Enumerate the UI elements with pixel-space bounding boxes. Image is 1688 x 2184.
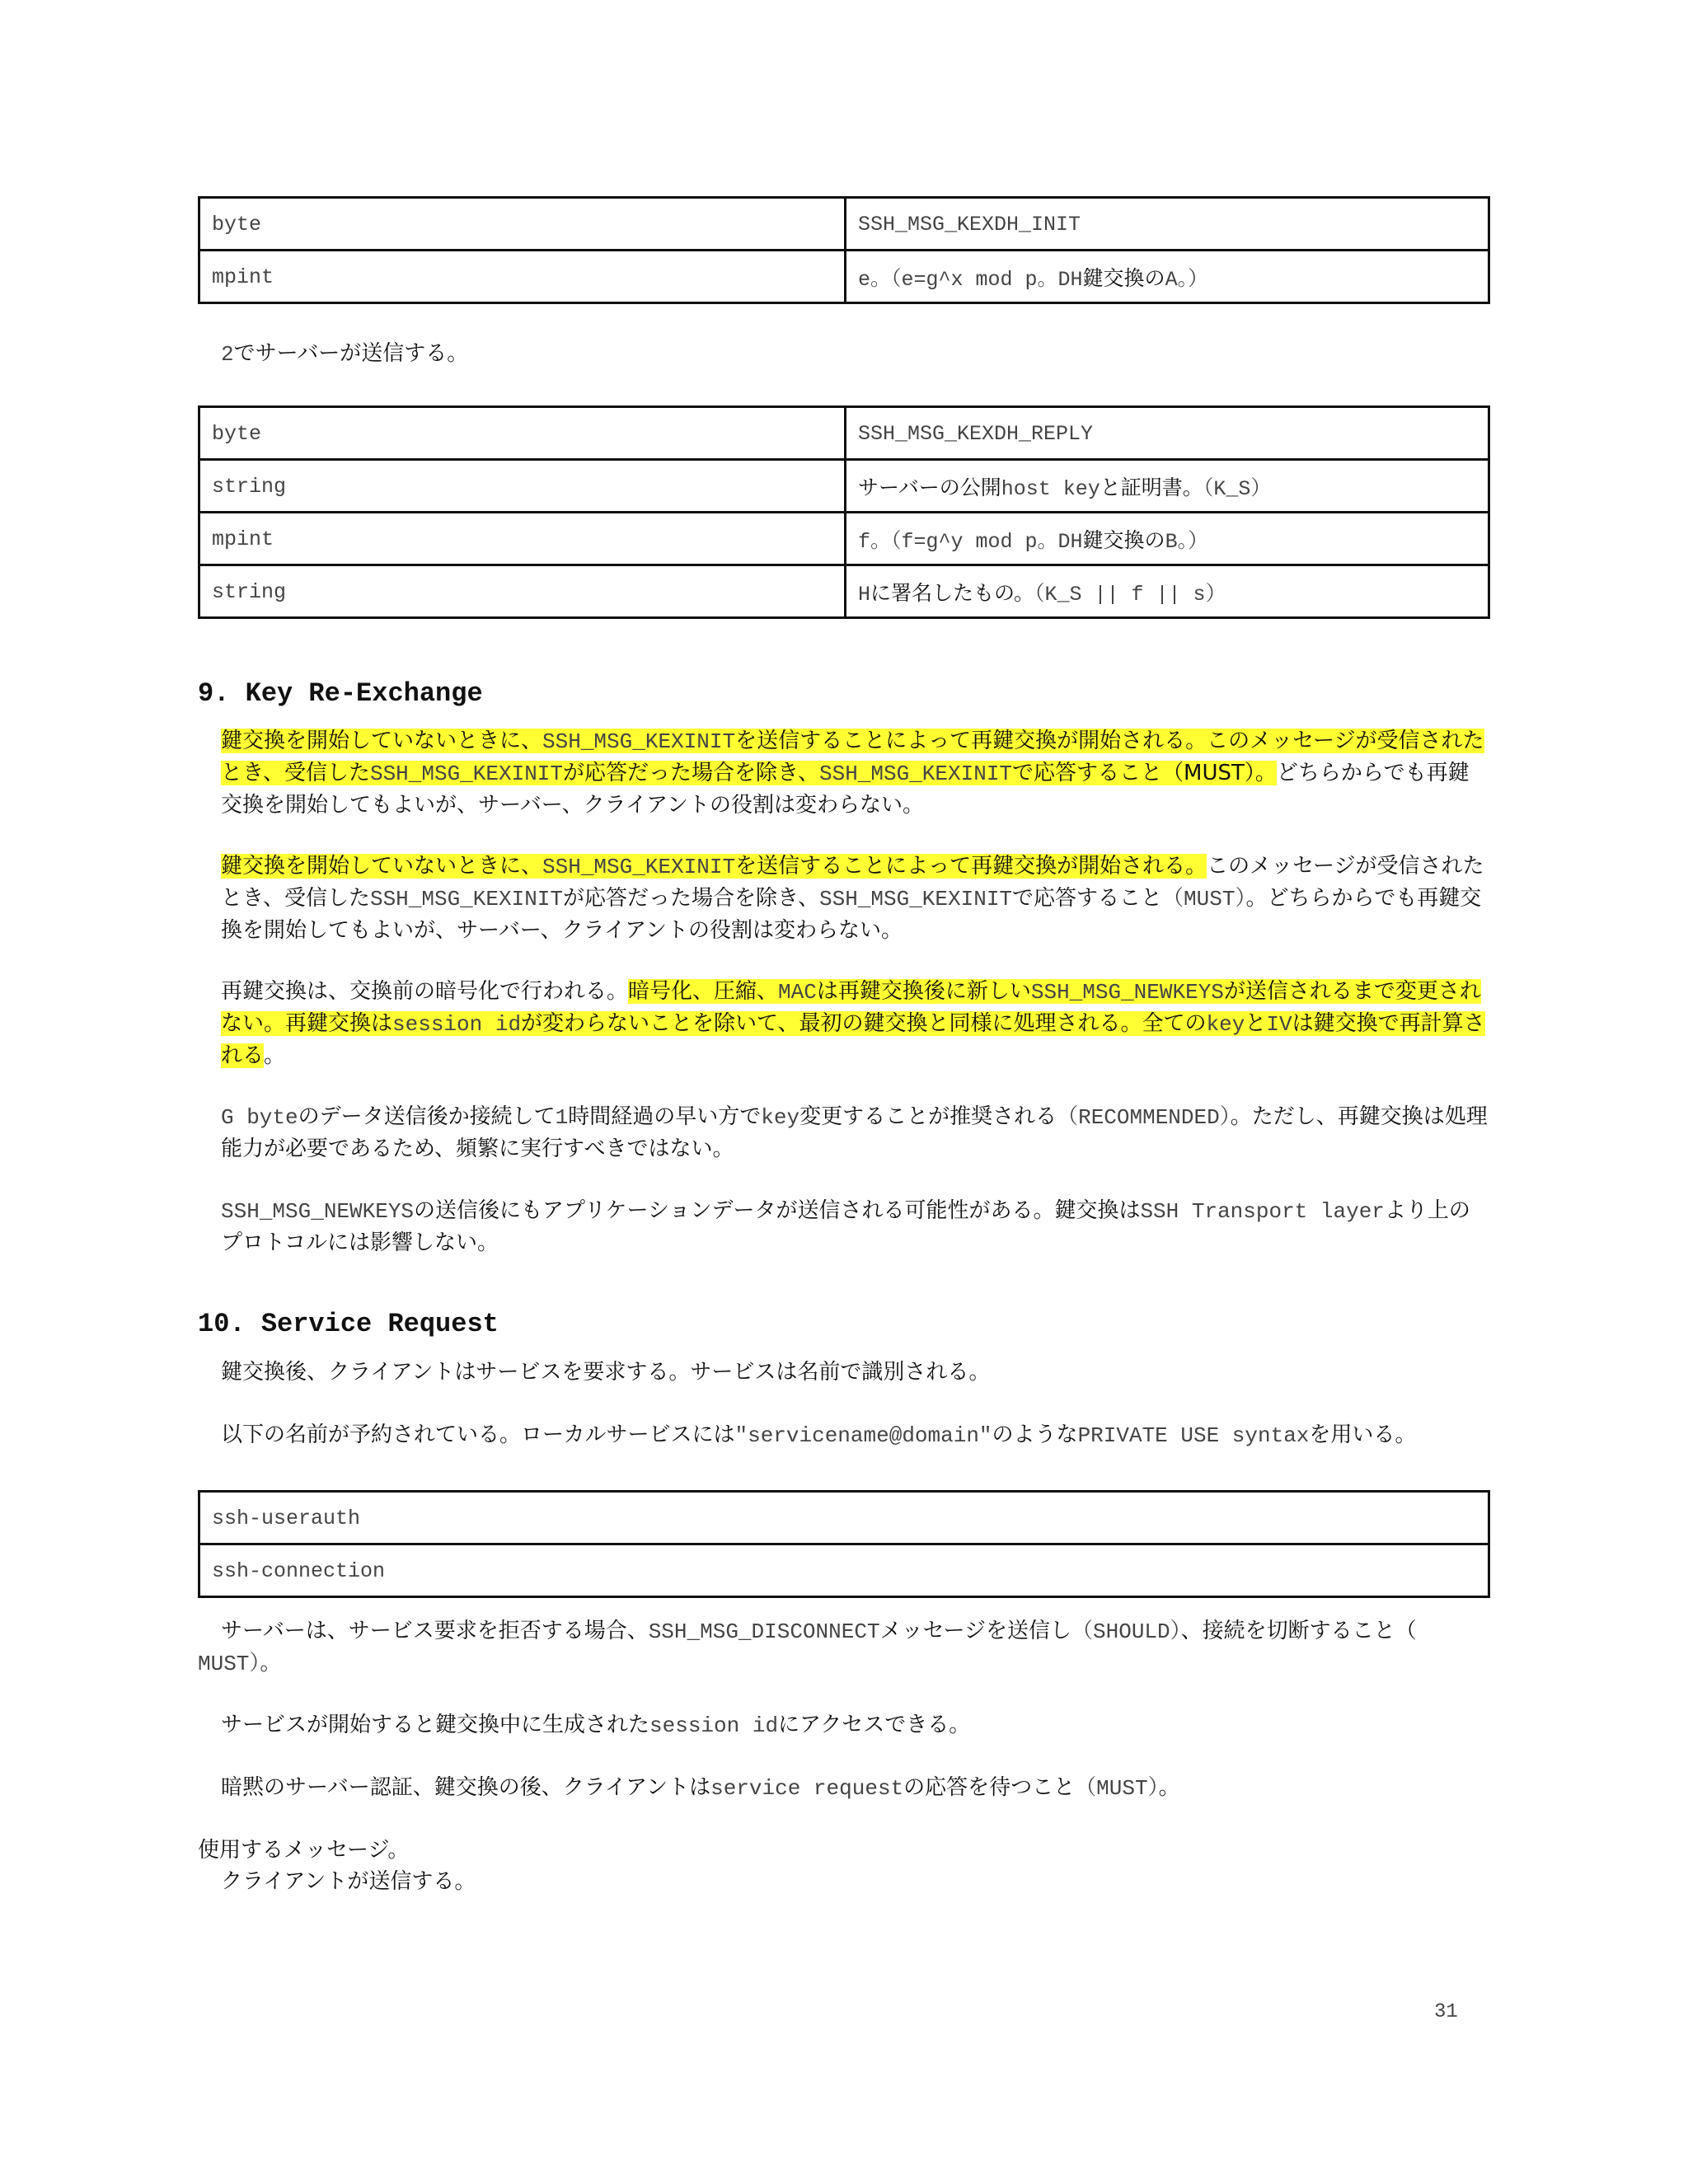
paragraph: サービスが開始すると鍵交換中に生成されたsession idにアクセスできる。 <box>221 1713 971 1738</box>
page-number: 31 <box>1434 2001 1458 2023</box>
kexdh-reply-table <box>198 405 1490 619</box>
section-heading: 9. Key Re-Exchange <box>198 678 483 709</box>
paragraph: SSH_MSG_NEWKEYSの送信後にもアプリケーションデータが送信される可能性がある。鍵交換はSSH Transport layerより上のプロトコルには影響しない。 <box>221 1198 1470 1255</box>
table-row: ssh-userauth <box>199 1492 1489 1544</box>
paragraph: 鍵交換を開始していないときに、SSH_MSG_KEXINITを送信することによって再鍵交換が開始される。このメッセージが受信されたとき、受信したSSH_MSG_KEXINITが応答だった場合を除き、SSH_MSG_KEXINITで応答すること（MUST）。どちらからでも再鍵交換を開始してもよいが、サーバー、クライアントの役割は変わらない。 <box>221 729 1484 818</box>
paragraph: サーバーは、サービス要求を拒否する場合、SSH_MSG_DISCONNECTメッセージを送信し（SHOULD）、接続を切断すること（ MUST）。 <box>198 1619 1417 1676</box>
paragraph: G byteのデータ送信後か接続して1時間経過の早い方でkey変更することが推奨される（RECOMMENDED）。ただし、再鍵交換は処理能力が必要であるため、頻繁に実行すべきではない。 <box>221 1104 1488 1161</box>
paragraph: クライアントが送信する。 <box>221 1869 476 1894</box>
table-row: mpint e。（e=g^x mod p。DH鍵交換のA。） <box>199 251 1489 303</box>
paragraph: 鍵交換後、クライアントはサービスを要求する。サービスは名前で識別される。 <box>221 1360 991 1385</box>
section-heading: 10. Service Request <box>198 1309 499 1339</box>
paragraph: 鍵交換を開始していないときに、SSH_MSG_KEXINITを送信することによって再鍵交換が開始される。このメッセージが受信されたとき、受信したSSH_MSG_KEXINITが応答だった場合を除き、SSH_MSG_KEXINITで応答すること（MUST）。どちらからでも再鍵交換を開始してもよいが、サーバー、クライアントの役割は変わらない。 <box>221 854 1484 943</box>
table-row: string サーバーの公開host keyと証明書。（K_S） <box>199 460 1489 513</box>
paragraph: 再鍵交換は、交換前の暗号化で行われる。暗号化、圧縮、MACは再鍵交換後に新しいSSH_MSG_NEWKEYSが送信されるまで変更されない。再鍵交換はsession idが変わらないことを除いて、最初の鍵交換と同様に処理される。全てのkeyとIVは鍵交換で再計算される。 <box>221 979 1485 1068</box>
table-row: mpint f。（f=g^y mod p。DH鍵交換のB。） <box>199 513 1489 565</box>
server-sends-note: 2でサーバーが送信する。 <box>221 341 469 367</box>
table-row: string Hに署名したもの。（K_S || f || s） <box>199 565 1489 618</box>
field-value: SSH_MSG_KEXDH_INIT <box>858 213 1081 237</box>
field-type: mpint <box>212 265 274 289</box>
table-row: ssh-connection <box>199 1544 1489 1597</box>
service-names-table <box>198 1490 1490 1598</box>
table-row: byte SSH_MSG_KEXDH_REPLY <box>199 407 1489 460</box>
paragraph: 暗黙のサーバー認証、鍵交換の後、クライアントはservice requestの応答を待つこと（MUST）。 <box>221 1775 1180 1801</box>
kexdh-init-table <box>198 196 1490 304</box>
paragraph: 以下の名前が予約されている。ローカルサービスには"servicename@domain"のようなPRIVATE USE syntaxを用いる。 <box>221 1422 1417 1448</box>
table-row <box>199 198 1489 251</box>
field-type: byte <box>212 213 262 237</box>
paragraph: 使用するメッセージ。 <box>198 1838 410 1863</box>
